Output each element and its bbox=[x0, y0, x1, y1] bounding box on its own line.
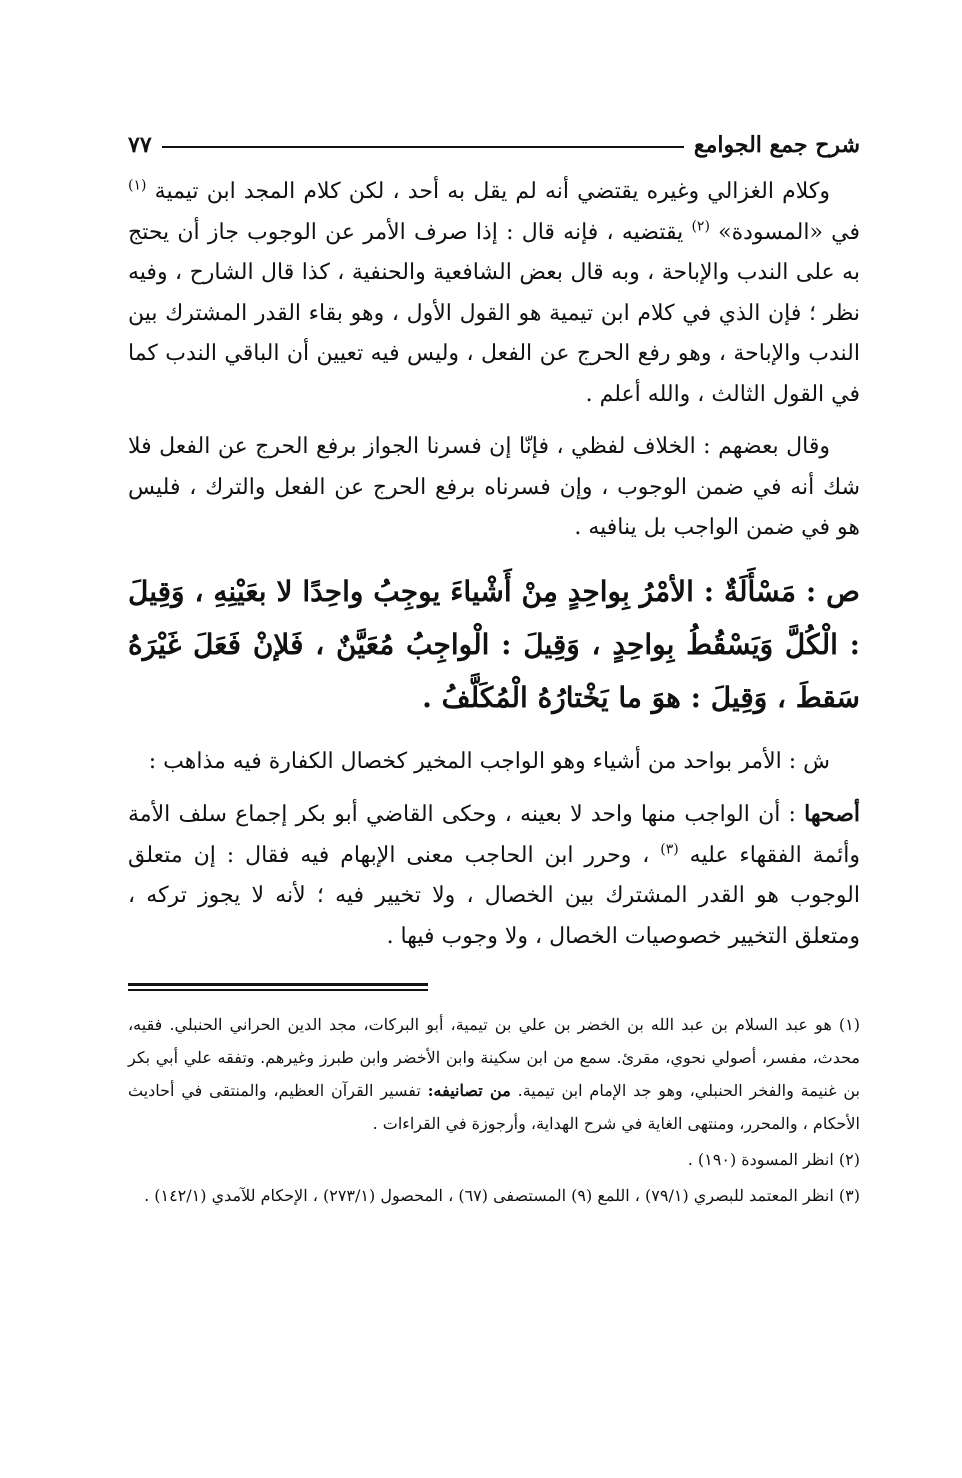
main-text bbox=[128, 172, 860, 957]
paragraph-sharh: ش : الأمر بواحد من أشياء وهو الواجب المخير كخصال الكفارة فيه مذاهب : bbox=[148, 748, 830, 774]
footnote-text: انظر المعتمد للبصري (٧٩/١) ، اللمع (٩) المستصفى (٦٧) ، المحصول (٢٧٣/١) ، الإحكام للآمدي (١٤٢/١) . bbox=[144, 1185, 839, 1205]
paragraph-text: في «المسودة» bbox=[709, 219, 860, 245]
paragraph-text: : أن الواجب منها واحد لا بعينه ، وحكى القاضي أبو بكر إجماع سلف الأمة وأئمة الفقهاء عليه bbox=[128, 802, 860, 868]
paragraph-ghazali bbox=[128, 172, 860, 415]
footnote-text: انظر المسودة (١٩٠) . bbox=[687, 1149, 839, 1169]
footnote-ref-1: (١) bbox=[128, 177, 147, 194]
footnote-rule-thin bbox=[128, 989, 428, 991]
running-header bbox=[128, 110, 860, 158]
footnote-label: (٣) bbox=[838, 1185, 860, 1205]
footnote-ref-2: (٢) bbox=[691, 218, 710, 235]
paragraph-text: وكلام الغزالي وغيره يقتضي أنه لم يقل به أحد ، لكن كلام المجد ابن تيمية bbox=[146, 179, 830, 204]
footnote-label: (١) bbox=[838, 1014, 860, 1034]
footnote-bold-text: من تصانيفه: bbox=[427, 1080, 511, 1100]
matn-text: ص : مَسْأَلَةٌ : الأمْرُ بِواحِدٍ مِنْ أَشْياءَ يوجِبُ واحِدًا لا بعَيْنِهِ ، وَقِيلَ : الْكُلَّ وَيَسْقُطُ بِواحِدٍ ، وَقِيلَ : الْواجِبُ مُعَيَّنٌ ، فَلإنْ فَعَلَ غَيْرَهُ سَقطَ ، وَقِيلَ : هوَ ما يَخْتارُهُ الْمُكَلَّفُ . bbox=[128, 574, 860, 714]
footnote-text: هو عبد السلام بن عبد الله بن الخضر بن علي بن تيمية، أبو البركات، مجد الدين الحراني الحنبلي. فقيه، محدث، مفسر، أصولي نحوي، مقرئ. سمع من ابن سكينة وابن الأخضر وابن طبرز وغيرهم. وتفقه علي أبي بكر بن غنيمة والفخر الحنبلي، وهو جد الإمام ابن تيمية. bbox=[128, 1014, 860, 1100]
footnote-text: تفسير القرآن العظيم، والمنتقى في أحاديث الأحكام ، والمحرر، ومنتهى الغاية في شرح الهداية، وأرجوزة في القراءات . bbox=[128, 1080, 860, 1133]
paragraph-text: يقتضيه ، فإنه قال : إذا صرف الأمر عن الوجوب جاز أن يحتج به على الندب والإباحة ، وبه قال بعض الشافعية والحنفية ، كذا قال الشارح ، وفيه نظر ؛ فإن الذي في كلام ابن تيمية هو القول الأول ، وهو بقاء القدر المشترك بين الندب والإباحة ، وهو رفع الحرج عن الفعل ، وليس فيه تعيين أن الباقي الندب كما في القول الثالث ، والله أعلم . bbox=[128, 219, 860, 407]
footnote-2 bbox=[128, 1143, 860, 1176]
footnote-separator bbox=[128, 983, 860, 994]
running-header-title: شرح جمع الجوامع bbox=[693, 132, 860, 158]
paragraph-text: ، وحرر ابن الحاجب معنى الإبهام فيه فقال : إن متعلق الوجوب هو القدر المشترك بين الخصال ، ولا تخيير فيه ؛ لأنه لا يجوز تركه ، ومتعلق التخيير خصوصيات الخصال ، ولا وجوب فيها . bbox=[128, 842, 860, 949]
page-number: ٧٧ bbox=[128, 132, 152, 158]
footnote-1 bbox=[128, 1008, 860, 1140]
footnote-ref-3: (٣) bbox=[660, 841, 679, 858]
paragraph-asahha bbox=[128, 794, 860, 957]
footnote-3 bbox=[128, 1179, 860, 1212]
header-rule bbox=[162, 146, 684, 148]
footnote-rule-thick bbox=[128, 983, 428, 986]
footnotes bbox=[128, 1008, 860, 1212]
book-page bbox=[128, 110, 860, 1440]
footnote-label: (٢) bbox=[838, 1149, 860, 1169]
paragraph-lead-word: أصحها bbox=[804, 801, 860, 827]
paragraph-khilaf: وقال بعضهم : الخلاف لفظي ، فإنّا إن فسرنا الجواز برفع الحرج عن الفعل فلا شك أنه في ضمن الوجوب ، وإن فسرناه برفع الحرج عن الفعل والترك ، فليس هو في ضمن الواجب بل ينافيه . bbox=[128, 434, 860, 540]
